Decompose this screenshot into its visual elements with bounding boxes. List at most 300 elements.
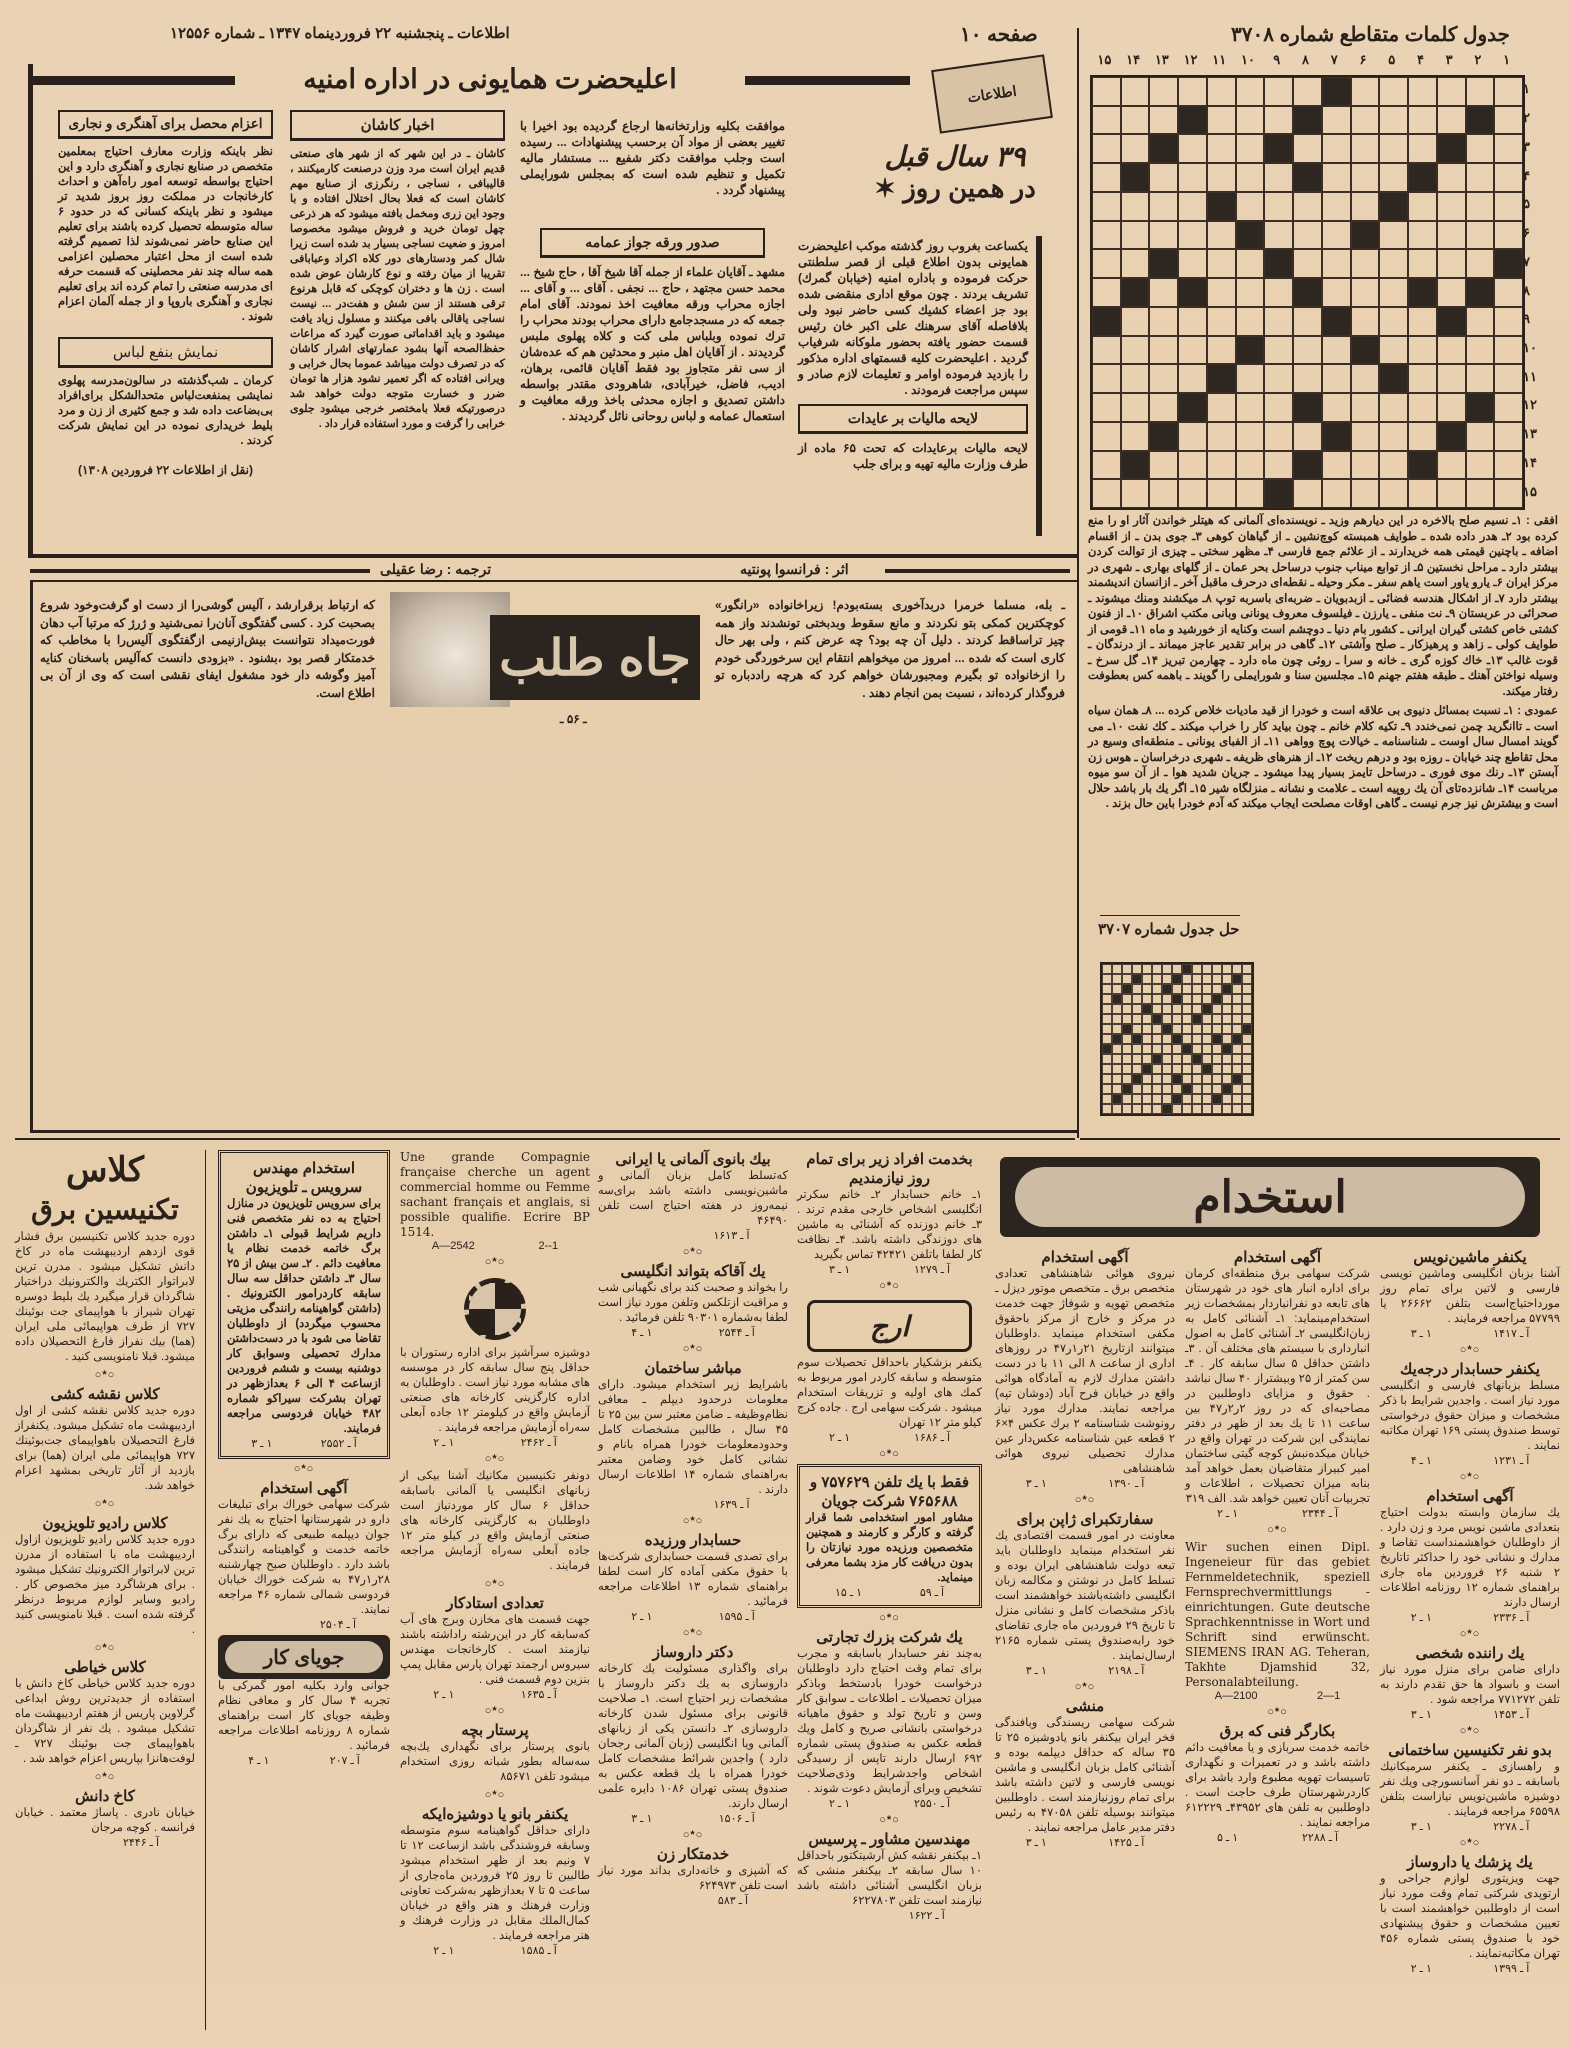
crossword-cell[interactable] [1379, 422, 1408, 451]
crossword-cell[interactable] [1437, 451, 1466, 480]
crossword-cell[interactable] [1466, 307, 1495, 336]
crossword-cell[interactable] [1178, 221, 1207, 250]
classified-ad [218, 1150, 390, 1459]
crossword-cell[interactable] [1494, 221, 1523, 250]
ad-text: باشرایط زیر استخدام میشود. دارای معلومات درحدود دیپلم ـ معافی نظام‌وظیفه ـ ضامن معتبر سن بین ۲۵ تا ۴۵ سال ، طالبین مشخصات کامل وحدودمعلومات خودرا همراه بانام و نشانی کامل خود وضامن معتبر به‌راهنمای شماره ۱۴ اطلاعات ارسال دارند . [598, 1379, 788, 1496]
crossword-cell[interactable] [1121, 77, 1150, 106]
crossword-cell [1132, 964, 1142, 974]
crossword-cell[interactable] [1121, 221, 1150, 250]
ad-code-part: آ ـ ۱۴۱۷ [1493, 1328, 1530, 1340]
ad-title: آگهی استخدام [1233, 1249, 1322, 1266]
ad-code [1185, 1831, 1370, 1844]
crossword-cell[interactable] [1121, 479, 1150, 508]
black-cell [1182, 964, 1192, 974]
black-cell [1172, 974, 1182, 984]
crossword-cell [1102, 1084, 1112, 1094]
crossword-cell[interactable] [1207, 278, 1236, 307]
crossword-cell[interactable] [1149, 451, 1178, 480]
crossword-cell[interactable] [1494, 163, 1523, 192]
black-cell [1466, 278, 1495, 307]
crossword-cell[interactable] [1408, 336, 1437, 365]
crossword-cell[interactable] [1149, 336, 1178, 365]
crossword-cell[interactable] [1466, 336, 1495, 365]
crossword-cell[interactable] [1322, 278, 1351, 307]
crossword-cell[interactable] [1466, 192, 1495, 221]
crossword-cell[interactable] [1408, 249, 1437, 278]
crossword-cell[interactable] [1178, 336, 1207, 365]
crossword-cell[interactable] [1178, 422, 1207, 451]
crossword-cell [1242, 974, 1252, 984]
black-cell [1102, 1044, 1112, 1054]
crossword-cell [1132, 1024, 1142, 1034]
crossword-cell [1192, 1064, 1202, 1074]
crossword-cell[interactable] [1437, 393, 1466, 422]
separator-ornament: ○*○ [94, 1771, 116, 1783]
crossword-cell[interactable] [1494, 192, 1523, 221]
crossword-cell[interactable] [1178, 451, 1207, 480]
row-number: ۱۱ [1523, 368, 1537, 384]
crossword-cell[interactable] [1178, 307, 1207, 336]
crossword-cell[interactable] [1236, 192, 1265, 221]
crossword-cell[interactable] [1092, 134, 1121, 163]
black-cell [1232, 1034, 1242, 1044]
black-cell [1408, 278, 1437, 307]
classified-ad [400, 1721, 590, 1785]
crossword-cell [1202, 1014, 1212, 1024]
crossword-cell [1212, 984, 1222, 994]
crossword-cell[interactable] [1092, 451, 1121, 480]
crossword-cell[interactable] [1437, 364, 1466, 393]
classified-ad [218, 1635, 390, 1767]
crossword-cell[interactable] [1408, 422, 1437, 451]
crossword-cell[interactable] [1092, 393, 1121, 422]
ad-code-part: آ ـ ۲۳۳۶ [1493, 1612, 1530, 1624]
crossword-cell [1162, 1014, 1172, 1024]
crossword-cell[interactable] [1178, 479, 1207, 508]
crossword-cell[interactable] [1092, 106, 1121, 135]
crossword-cell[interactable] [1149, 163, 1178, 192]
crossword-cell [1162, 1064, 1172, 1074]
crossword-cell[interactable] [1322, 479, 1351, 508]
crossword-cell[interactable] [1351, 307, 1380, 336]
ad-title: یکنفر حسابدار درجه‌یك [1400, 1361, 1540, 1378]
crossword-cell[interactable] [1149, 77, 1178, 106]
black-cell [1236, 336, 1265, 365]
crossword-cell [1172, 984, 1182, 994]
ad-column [15, 1150, 195, 1849]
crossword-cell[interactable] [1351, 278, 1380, 307]
ad-text: یك سازمان وابسته بدولت احتیاج بتعدادی ماشین نویس مرد و زن دارد . از داوطلبان خواهشمنداست تقاضا و مدارك و نشانی خود را حداکثر تاتاریخ ۲ شنبه ۲۶ فروردین ماه جاری براهنمای شماره ۱۲ روزنامه اطلاعات ارسال دارند [1380, 1507, 1560, 1609]
crossword-cell[interactable] [1466, 221, 1495, 250]
crossword-cell[interactable] [1466, 249, 1495, 278]
crossword-cell [1192, 1084, 1202, 1094]
crossword-cell[interactable] [1408, 134, 1437, 163]
crossword-cell[interactable] [1149, 278, 1178, 307]
black-cell [1149, 422, 1178, 451]
crossword-cell[interactable] [1437, 221, 1466, 250]
employment-banner-text: استخدام [1015, 1167, 1525, 1227]
crossword-cell[interactable] [1264, 163, 1293, 192]
ad-title: خدمتکار زن [656, 1846, 730, 1863]
crossword-cell[interactable] [1121, 307, 1150, 336]
crossword-cell [1232, 1004, 1242, 1014]
crossword-cell[interactable] [1408, 192, 1437, 221]
crossword-cell[interactable] [1351, 77, 1380, 106]
crossword-cell[interactable] [1408, 479, 1437, 508]
crossword-cell[interactable] [1092, 163, 1121, 192]
crossword-cell[interactable] [1264, 422, 1293, 451]
crossword-cell[interactable] [1236, 134, 1265, 163]
crossword-cell[interactable] [1466, 77, 1495, 106]
crossword-cell[interactable] [1466, 479, 1495, 508]
crossword-cell[interactable] [1466, 451, 1495, 480]
crossword-cell [1202, 984, 1212, 994]
crossword-cell[interactable] [1264, 393, 1293, 422]
divider [1080, 1138, 1560, 1140]
crossword-cell[interactable] [1322, 451, 1351, 480]
classified-ad [400, 1805, 590, 1957]
crossword-cell[interactable] [1379, 163, 1408, 192]
crossword-cell[interactable] [1494, 479, 1523, 508]
row-number: ۳ [1523, 138, 1530, 154]
crossword-cell[interactable] [1264, 451, 1293, 480]
crossword-cell[interactable] [1092, 249, 1121, 278]
crossword-cell[interactable] [1379, 106, 1408, 135]
crossword-cell [1182, 1074, 1192, 1084]
crossword-cell[interactable] [1092, 192, 1121, 221]
black-cell [1152, 1014, 1162, 1024]
crossword-cell[interactable] [1494, 77, 1523, 106]
crossword-cell[interactable] [1207, 451, 1236, 480]
crossword-cell[interactable] [1178, 249, 1207, 278]
crossword-cell[interactable] [1092, 221, 1121, 250]
crossword-cell[interactable] [1379, 77, 1408, 106]
crossword-cell[interactable] [1437, 77, 1466, 106]
ad-text: یکنفر بزشکیار باحداقل تحصیلات سوم متوسطه و سابقه کاردر امور مربوط به کمك های اولیه و تزریقات استخدام میشود . شرکت سهامی ارج . جاده کرج کیلو متر ۱۲ تهران [797, 1357, 982, 1429]
crossword-cell[interactable] [1149, 479, 1178, 508]
ad-code [598, 1498, 788, 1511]
crossword-cell[interactable] [1293, 479, 1322, 508]
crossword-cell [1162, 1004, 1172, 1014]
black-cell [1466, 393, 1495, 422]
crossword-cell[interactable] [1149, 393, 1178, 422]
crossword-cell[interactable] [1494, 393, 1523, 422]
ad-code-part: آ ـ ۲۵۵۲ [320, 1438, 357, 1450]
crossword-cell[interactable] [1351, 106, 1380, 135]
crossword-cell[interactable] [1322, 221, 1351, 250]
clothing-show-text: کرمان ـ شب‌گذشته در سالون‌مدرسه پهلوی نمایشی بمنفعت‌لباس متحدالشکل برای‌افراد بی‌بضاعت داده شد و جمع کثیری از زن و مرد بلیط خریداری نموده در این نمایش شرکت کردند . [58, 375, 273, 447]
black-cell [1149, 134, 1178, 163]
crossword-cell[interactable] [1207, 393, 1236, 422]
crossword-cell[interactable] [1207, 134, 1236, 163]
crossword-cell[interactable] [1437, 479, 1466, 508]
crossword-cell[interactable] [1121, 393, 1150, 422]
crossword-cell[interactable] [1379, 451, 1408, 480]
ad-text: شرکت سهامی خوراك برای تبلیغات دارو در شهرستانها احتیاج به یك نفر جوان دیپلمه طبیعی که دارای برگ خاتمه خدمت و گواهینامه رانندگی باشد دارد . داوطلبان صبح چهارشنبه ۲۸ر۱ر۴۷ به شرکت خوراك خیابان فردوسی شمالی شماره ۴۶ مراجعه نمایند. [218, 1499, 390, 1616]
classified-ad [1380, 1853, 1560, 1975]
ad-code [1380, 1611, 1560, 1624]
kashan-column [290, 110, 505, 432]
ad-code-part: آ ـ ۱۴۵۳ [1493, 1709, 1530, 1721]
crossword-cell[interactable] [1149, 221, 1178, 250]
crossword-cell[interactable] [1322, 163, 1351, 192]
crossword-cell[interactable] [1466, 422, 1495, 451]
crossword-cell[interactable] [1351, 163, 1380, 192]
crossword-cell[interactable] [1293, 422, 1322, 451]
ad-code [15, 1836, 195, 1849]
crossword-cell[interactable] [1149, 364, 1178, 393]
column-number: ۲ [1474, 52, 1482, 67]
crossword-cell[interactable] [1264, 336, 1293, 365]
crossword-cell[interactable] [1466, 364, 1495, 393]
crossword-cell[interactable] [1351, 134, 1380, 163]
crossword-cell[interactable] [1437, 192, 1466, 221]
crossword-cell[interactable] [1494, 336, 1523, 365]
crossword-cell [1202, 1084, 1212, 1094]
crossword-cell[interactable] [1236, 278, 1265, 307]
crossword-cell[interactable] [1264, 307, 1293, 336]
crossword-cell[interactable] [1494, 278, 1523, 307]
crossword-cell[interactable] [1351, 422, 1380, 451]
ad-text: برای واگذاری مسئولیت یك کارخانه داروسازی به یك دکتر داروساز با مشخصات زیر احتیاج است. ۱ـ صلاحیت قانونی برای مسئول شدن کارخانه داروسازی ۲ـ دانستن یکی از زبانهای آلمانی ویا انگلیسی (زبان آلمانی رجحان دارد ) واجدین شرائط مشخصات کامل خودرا همراه با یك قطعه عکس به صندوق پستی تهران ۱۰۸۶ دایره علمی ارسال دارند. [598, 1663, 789, 1810]
crossword-cell[interactable] [1466, 134, 1495, 163]
crossword-cell[interactable] [1207, 249, 1236, 278]
crossword-cell[interactable] [1178, 364, 1207, 393]
crossword-cell[interactable] [1322, 134, 1351, 163]
column-divider [205, 1150, 206, 2030]
crossword-cell[interactable] [1178, 134, 1207, 163]
crossword-cell[interactable] [1207, 307, 1236, 336]
crossword-cell[interactable] [1293, 249, 1322, 278]
crossword-cell[interactable] [1408, 221, 1437, 250]
ad-code-part: ۱ ـ ۲ [828, 1432, 851, 1444]
crossword-cell[interactable] [1293, 364, 1322, 393]
crossword-cell[interactable] [1236, 163, 1265, 192]
crossword-cell[interactable] [1322, 336, 1351, 365]
crossword-cell [1132, 1064, 1142, 1074]
divider [885, 569, 1070, 573]
crossword-cell [1212, 1044, 1222, 1054]
ad-code-part: آ ـ ۱۵۹۵ [718, 1611, 755, 1623]
crossword-cell [1102, 1004, 1112, 1014]
crossword-cell [1212, 964, 1222, 974]
crossword-cell[interactable] [1149, 192, 1178, 221]
crossword-cell[interactable] [1437, 336, 1466, 365]
crossword-cell [1112, 1044, 1122, 1054]
crossword-cell[interactable] [1236, 106, 1265, 135]
crossword-cell[interactable] [1178, 77, 1207, 106]
crossword-cell[interactable] [1351, 451, 1380, 480]
solution-title: حل جدول شماره ۳۷۰۷ [1098, 921, 1240, 938]
crossword-cell[interactable] [1322, 249, 1351, 278]
black-cell [1121, 278, 1150, 307]
crossword-cell[interactable] [1207, 336, 1236, 365]
crossword-cell [1222, 1104, 1232, 1114]
crossword-cell[interactable] [1207, 163, 1236, 192]
crossword-cell[interactable] [1121, 192, 1150, 221]
ad-code [797, 1263, 982, 1276]
crossword-cell[interactable] [1322, 106, 1351, 135]
crossword-cell[interactable] [1379, 221, 1408, 250]
black-cell [1222, 984, 1232, 994]
crossword-cell[interactable] [1379, 393, 1408, 422]
crossword-cell [1232, 994, 1242, 1004]
crossword-cell[interactable] [1264, 192, 1293, 221]
crossword-cell[interactable] [1379, 336, 1408, 365]
crossword-cell[interactable] [1121, 249, 1150, 278]
crossword-cell [1242, 1094, 1252, 1104]
ad-code-part: آ ـ ۲۲۷۸ [1493, 1821, 1530, 1833]
crossword-cell[interactable] [1466, 163, 1495, 192]
crossword-cell [1152, 1024, 1162, 1034]
crossword-cell[interactable] [1351, 479, 1380, 508]
crossword-cell [1222, 1034, 1232, 1044]
crossword-cell[interactable] [1494, 364, 1523, 393]
black-cell [1242, 1024, 1252, 1034]
black-cell [1236, 221, 1265, 250]
crossword-cell[interactable] [1092, 422, 1121, 451]
crossword-cell[interactable] [1264, 364, 1293, 393]
crossword-cell[interactable] [1092, 479, 1121, 508]
black-cell [1178, 106, 1207, 135]
crossword-cell[interactable] [1494, 106, 1523, 135]
ad-code-part: آ ـ ۱۴۲۵ [1108, 1837, 1145, 1849]
crossword-cell[interactable] [1408, 106, 1437, 135]
crossword-cell[interactable] [1092, 364, 1121, 393]
column-number: ۸ [1302, 52, 1309, 67]
crossword-cell [1162, 974, 1172, 984]
crossword-cell [1192, 964, 1202, 974]
crossword-cell[interactable] [1092, 336, 1121, 365]
crossword-cell[interactable] [1293, 307, 1322, 336]
crossword-cell[interactable] [1149, 307, 1178, 336]
black-cell [1222, 1044, 1232, 1054]
crossword-cell [1242, 1034, 1252, 1044]
crossword-cell[interactable] [1408, 307, 1437, 336]
crossword-cell [1122, 1054, 1132, 1064]
crossword-cell[interactable] [1351, 192, 1380, 221]
headline-bar [745, 76, 910, 85]
crossword-cell[interactable] [1379, 249, 1408, 278]
crossword-cell[interactable] [1236, 77, 1265, 106]
crossword-cell[interactable] [1293, 192, 1322, 221]
row-number: ۷ [1523, 253, 1530, 269]
crossword-cell[interactable] [1351, 364, 1380, 393]
crossword-cell[interactable] [1408, 364, 1437, 393]
crossword-grid[interactable] [1090, 75, 1525, 510]
crossword-cell[interactable] [1351, 249, 1380, 278]
black-cell [1172, 1074, 1182, 1084]
crossword-cell [1202, 1104, 1212, 1114]
crossword-cell[interactable] [1121, 364, 1150, 393]
black-cell [1379, 364, 1408, 393]
classified-ad [797, 1150, 982, 1276]
crossword-cell[interactable] [1293, 134, 1322, 163]
ad-code [797, 1431, 982, 1444]
classified-ad [15, 1514, 195, 1638]
crossword-cell[interactable] [1379, 134, 1408, 163]
crossword-cell[interactable] [1207, 221, 1236, 250]
crossword-cell[interactable] [1121, 336, 1150, 365]
crossword-cell[interactable] [1207, 106, 1236, 135]
crossword-cell[interactable] [1437, 278, 1466, 307]
black-cell [1202, 1004, 1212, 1014]
crossword-cell[interactable] [1236, 364, 1265, 393]
crossword-cell[interactable] [1322, 364, 1351, 393]
crossword-cell[interactable] [1494, 134, 1523, 163]
crossword-cell[interactable] [1408, 393, 1437, 422]
ad-code [995, 1477, 1175, 1490]
crossword-cell[interactable] [1494, 422, 1523, 451]
ad-text: معاونت در امور قسمت اقتصادی یك نفر استخدام مینماید داوطلبان باید تبعه دولت شاهنشاهی ایران بوده و تسلط کامل در نوشتن و مکالمه زبان انگلیسی داشته‌باشند خواهشمند است باذکر مشخصات کامل و نشانی منزل تا تاریخ ۲۹ فروردین ماه جاری تقاضای خود رابه‌صندوق پستی شماره ۲۱۶۵ ارسال‌نمایند . [995, 1530, 1175, 1662]
classified-ad [1380, 1487, 1560, 1624]
crossword-cell[interactable] [1178, 192, 1207, 221]
crossword-cell[interactable] [1236, 479, 1265, 508]
crossword-cell[interactable] [1264, 221, 1293, 250]
crossword-cell[interactable] [1178, 163, 1207, 192]
crossword-cell[interactable] [1236, 249, 1265, 278]
crossword-cell[interactable] [1207, 479, 1236, 508]
crossword-cell [1132, 1054, 1142, 1064]
crossword-cell[interactable] [1322, 192, 1351, 221]
turban-column [520, 228, 785, 424]
crossword-cell [1152, 1004, 1162, 1014]
crossword-cell[interactable] [1494, 451, 1523, 480]
ad-code [797, 1909, 982, 1922]
crossword-cell[interactable] [1293, 336, 1322, 365]
crossword-cell[interactable] [1207, 422, 1236, 451]
crossword-cell[interactable] [1437, 163, 1466, 192]
ad-title: کلاس نقشه کشی [50, 1386, 160, 1403]
crossword-cell[interactable] [1121, 422, 1150, 451]
crossword-cell[interactable] [1293, 221, 1322, 250]
crossword-cell[interactable] [1236, 451, 1265, 480]
crossword-cell[interactable] [1379, 479, 1408, 508]
crossword-cell[interactable] [1379, 307, 1408, 336]
crossword-cell[interactable] [1379, 278, 1408, 307]
ad-title: فقط با یك تلفن ۷۵۷۶۲۹ و ۷۶۵۶۸۸ شرکت جویان [809, 1474, 970, 1510]
crossword-cell[interactable] [1236, 307, 1265, 336]
crossword-cell[interactable] [1437, 249, 1466, 278]
crossword-cell[interactable] [1236, 422, 1265, 451]
black-cell [1293, 451, 1322, 480]
black-cell [1322, 422, 1351, 451]
crossword-cell[interactable] [1351, 393, 1380, 422]
crossword-cell[interactable] [1264, 106, 1293, 135]
crossword-cell[interactable] [1437, 106, 1466, 135]
crossword-cell[interactable] [1149, 106, 1178, 135]
crossword-cell[interactable] [1092, 77, 1121, 106]
crossword-cell [1102, 964, 1112, 974]
crossword-cell[interactable] [1408, 77, 1437, 106]
crossword-cell[interactable] [1092, 278, 1121, 307]
crossword-cell [1182, 1094, 1192, 1104]
crossword-cell[interactable] [1264, 278, 1293, 307]
crossword-cell [1222, 974, 1232, 984]
ad-column [995, 1248, 1175, 1849]
crossword-cell[interactable] [1121, 106, 1150, 135]
crossword-cell[interactable] [1207, 77, 1236, 106]
crossword-cell[interactable] [1236, 393, 1265, 422]
crossword-cell[interactable] [1322, 393, 1351, 422]
black-cell [1142, 1064, 1152, 1074]
classified-ad [400, 1469, 590, 1574]
crossword-cell [1212, 1074, 1222, 1084]
crossword-cell[interactable] [1121, 134, 1150, 163]
crossword-cell[interactable] [1494, 307, 1523, 336]
crossword-cell[interactable] [1293, 77, 1322, 106]
crossword-cell[interactable] [1264, 77, 1293, 106]
